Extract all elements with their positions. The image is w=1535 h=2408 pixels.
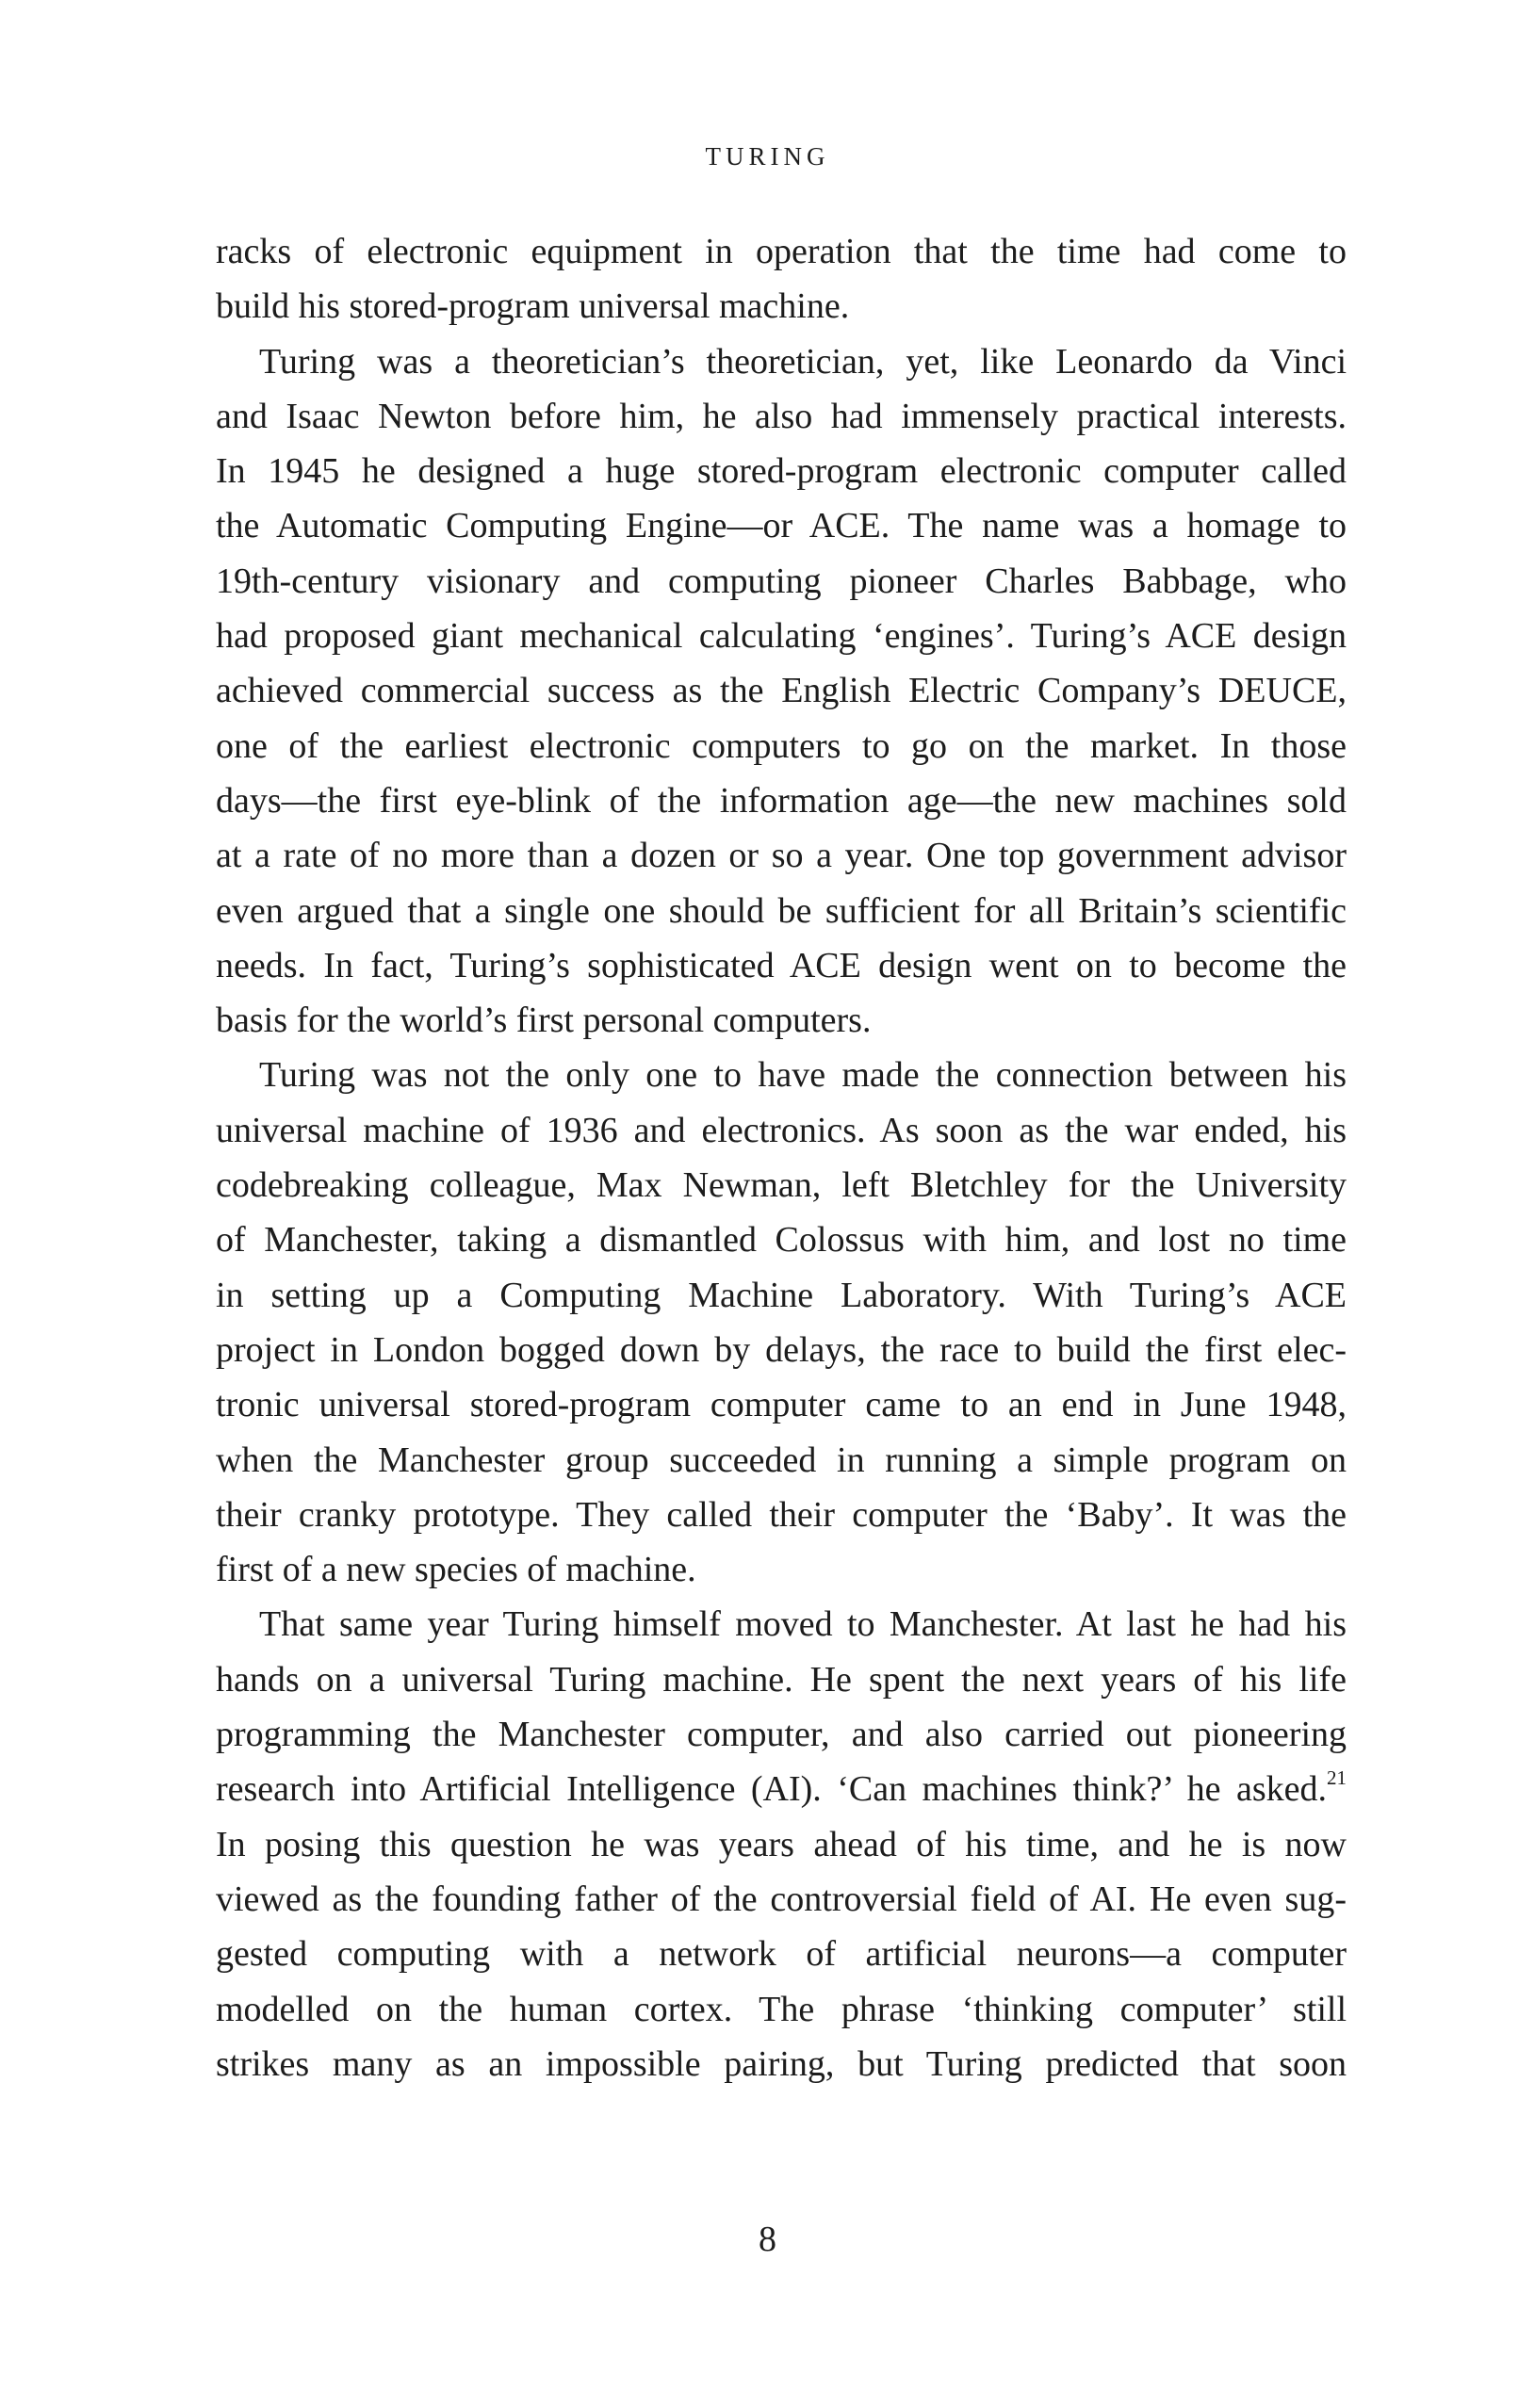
text-line: first of a new species of machine. (216, 1550, 696, 1590)
text-line: even argued that a single one should be sufficient for all Britain’s scientific (216, 890, 1347, 931)
text-line: in setting up a Computing Machine Laboratory. With Turing’s ACE (216, 1275, 1347, 1315)
text-line: of Manchester, taking a dismantled Colossus with him, and lost no time (216, 1220, 1347, 1261)
text-line: codebreaking colleague, Max Newman, left Bletchley for the University (216, 1165, 1347, 1206)
body-text (216, 224, 1347, 2091)
text-line: viewed as the founding father of the controversial field of AI. He even sug- (216, 1879, 1347, 1919)
text-line: days—the first eye-blink of the information age—the new machines sold (216, 780, 1347, 821)
text-line: racks of electronic equipment in operation that the time had come to (216, 232, 1347, 271)
text-line: project in London bogged down by delays, the race to build the first elec- (216, 1329, 1347, 1370)
text-line: 19th-century visionary and computing pioneer Charles Babbage, who (216, 561, 1347, 601)
text-line: strikes many as an impossible pairing, but Turing predicted that soon (216, 2043, 1347, 2084)
text-line: hands on a universal Turing machine. He spent the next years of his life (216, 1659, 1347, 1700)
text-line: universal machine of 1936 and electronics. As soon as the war ended, his (216, 1110, 1347, 1150)
text-line: one of the earliest electronic computers to go on the market. In those (216, 725, 1347, 766)
text-line: achieved commercial success as the English Electric Company’s DEUCE, (216, 671, 1347, 711)
text-line: In 1945 he designed a huge stored-program electronic computer called (216, 451, 1347, 492)
footnote-reference[interactable]: 21 (1327, 1766, 1347, 1790)
text-line: had proposed giant mechanical calculating ‘engines’. Turing’s ACE design (216, 616, 1347, 657)
text-line: at a rate of no more than a dozen or so a year. One top government advisor (216, 836, 1347, 876)
text-line: Turing was a theoretician’s theoretician, yet, like Leonardo da Vinci (259, 341, 1347, 382)
text-line: when the Manchester group succeeded in running a simple program on (216, 1440, 1347, 1480)
text-line: tronic universal stored-program computer came to an end in June 1948, (216, 1385, 1347, 1425)
text-line: build his stored-program universal machine. (216, 286, 850, 327)
text-line-content: research into Artificial Intelligence (AI). ‘Can machines think?’ he asked. (216, 1769, 1327, 1810)
running-head: TURING (705, 142, 830, 171)
text-line: gested computing with a network of artificial neurons—a computer (216, 1934, 1347, 1975)
text-line: programming the Manchester computer, and also carried out pioneering (216, 1715, 1347, 1755)
text-line: That same year Turing himself moved to Manchester. At last he had his (259, 1604, 1347, 1645)
text-line-with-footnote (216, 1762, 1347, 1816)
page-number: 8 (759, 2220, 776, 2259)
text-line: needs. In fact, Turing’s sophisticated ACE design went on to become the (216, 945, 1347, 985)
text-line: and Isaac Newton before him, he also had immensely practical interests. (216, 396, 1347, 436)
text-line: In posing this question he was years ahead of his time, and he is now (216, 1824, 1347, 1864)
text-line: basis for the world’s first personal computers. (216, 1001, 872, 1041)
text-line: their cranky prototype. They called their computer the ‘Baby’. It was the (216, 1494, 1347, 1535)
text-line: Turing was not the only one to have made the connection between his (259, 1055, 1347, 1096)
text-line: modelled on the human cortex. The phrase ‘thinking computer’ still (216, 1989, 1347, 2029)
text-line: the Automatic Computing Engine—or ACE. The name was a homage to (216, 506, 1347, 546)
